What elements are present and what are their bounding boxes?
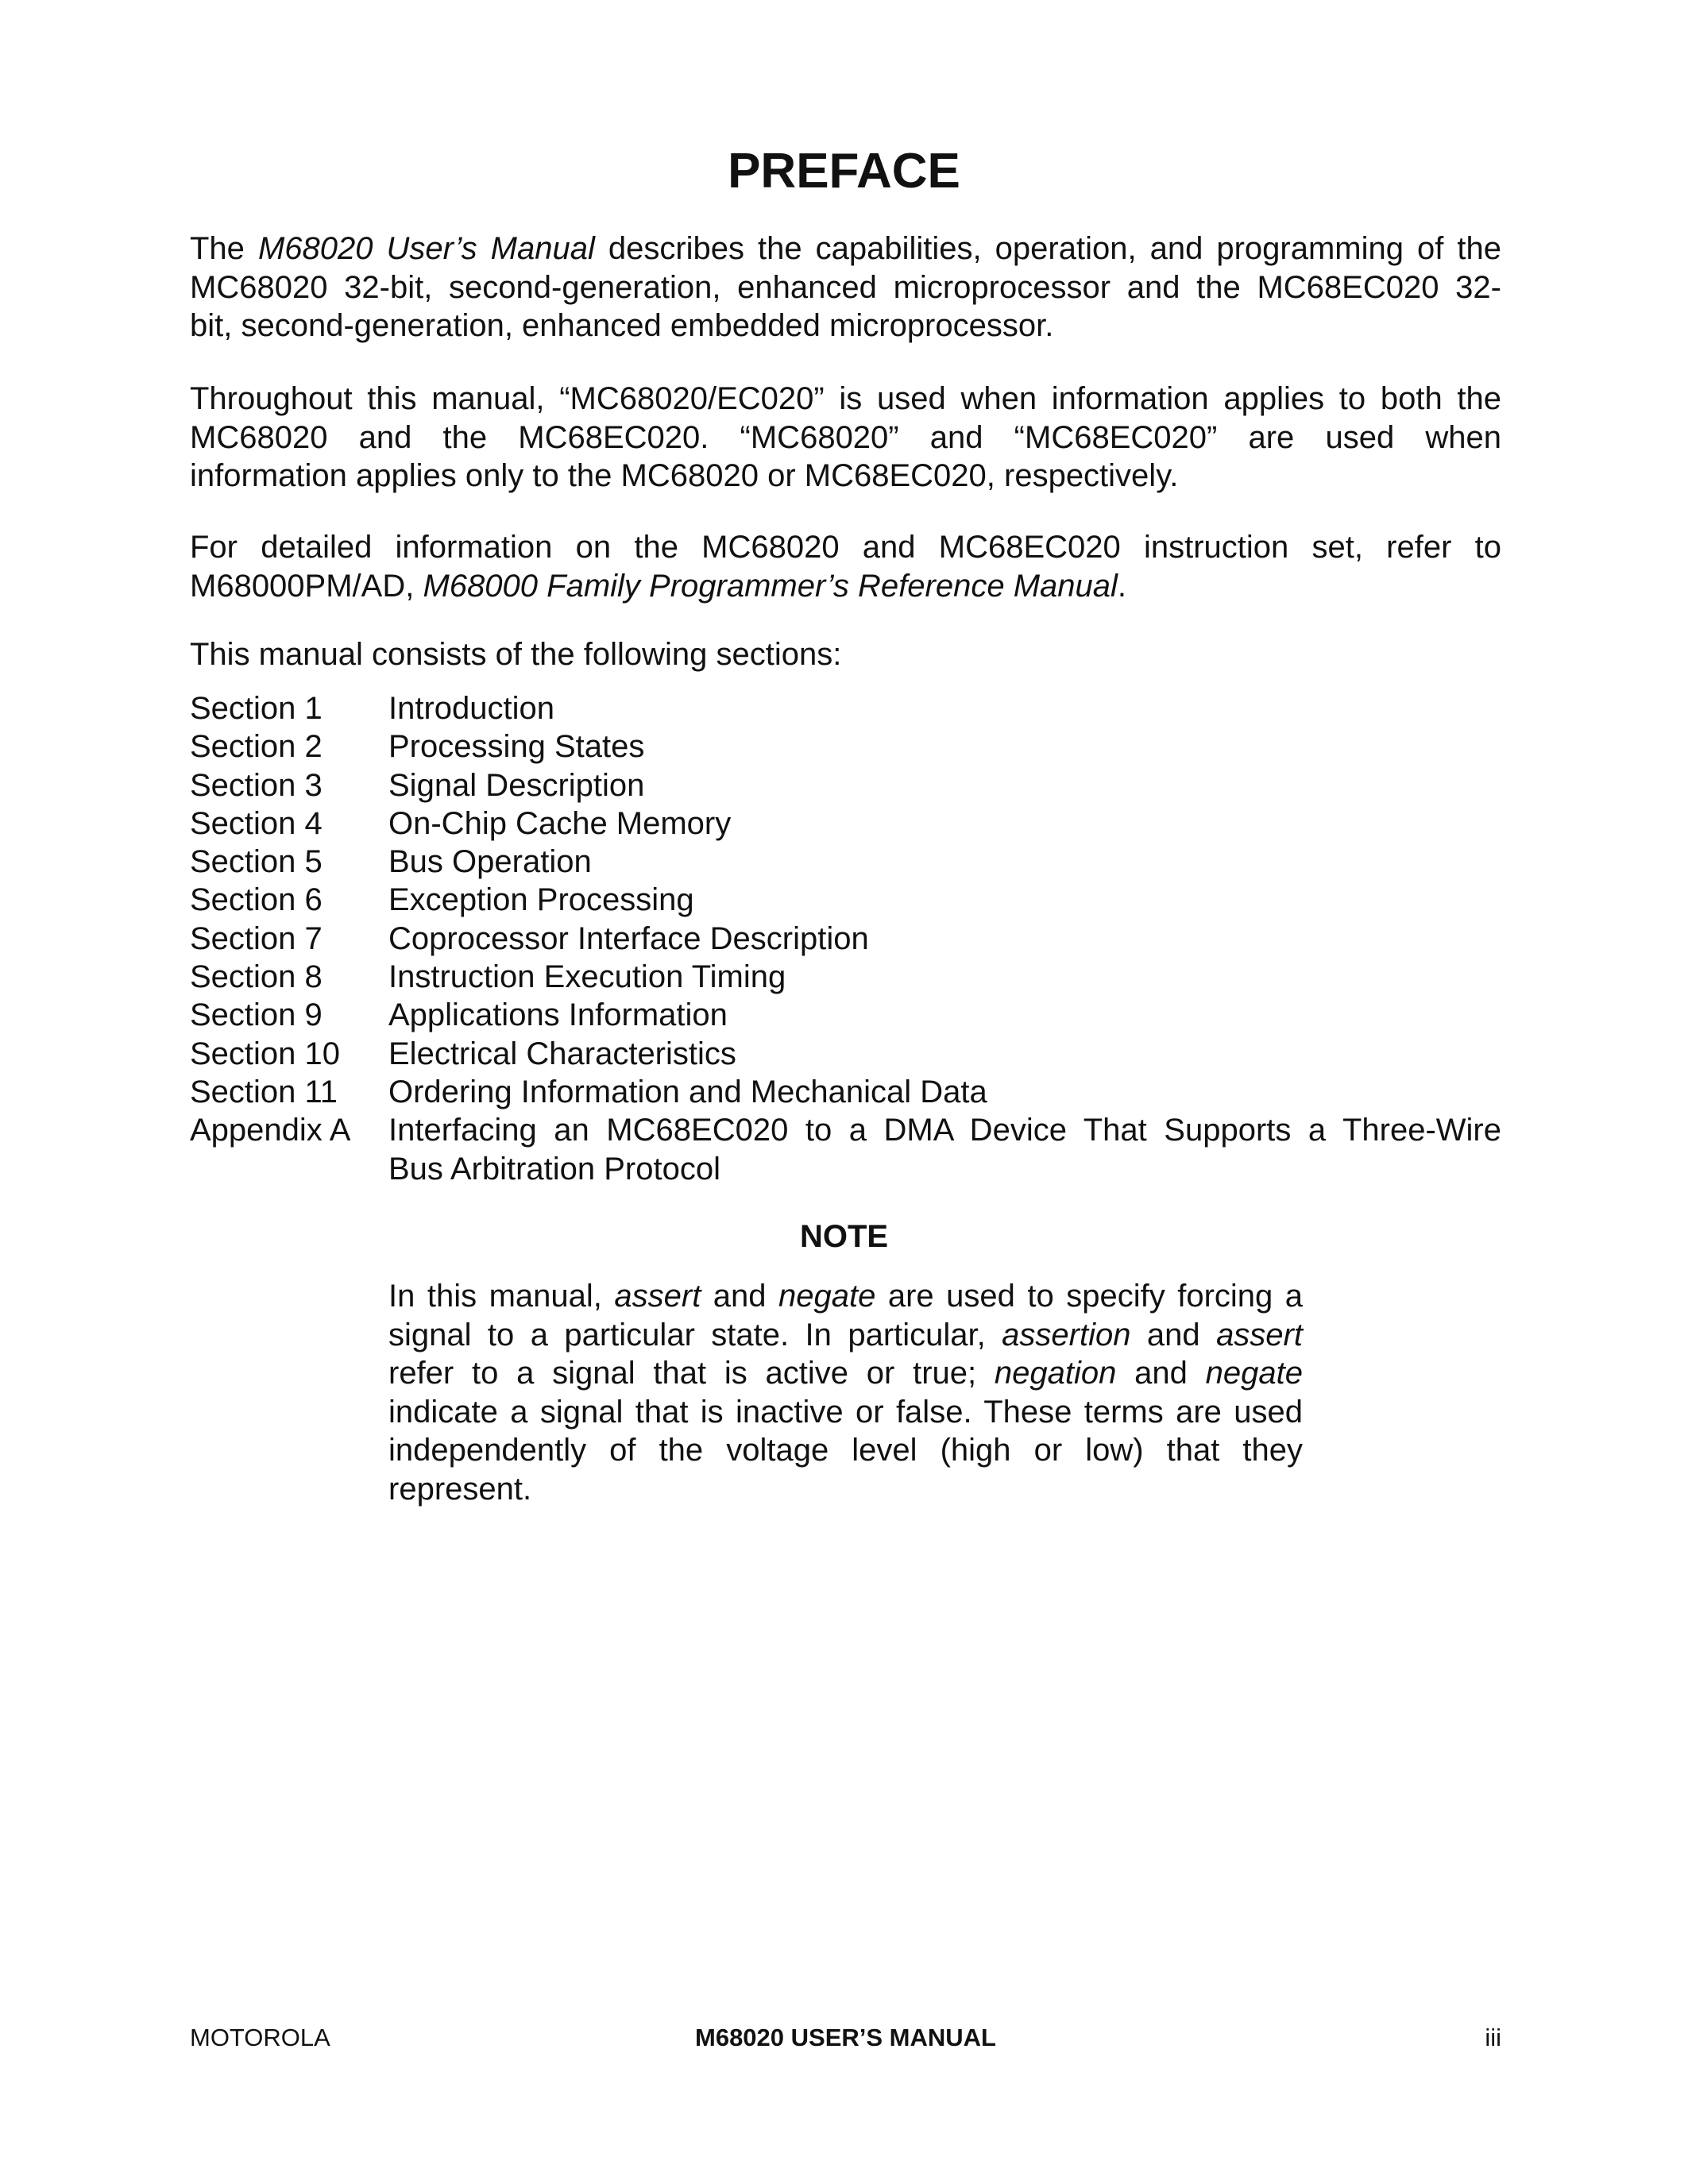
section-entry	[190, 805, 1501, 843]
section-label: Section 5	[190, 844, 323, 880]
section-entry	[190, 958, 1501, 996]
section-title: Introduction	[388, 691, 555, 726]
text-line: For detailed information on the MC68020 and MC68EC020 instruction set, refer to	[190, 530, 1501, 565]
section-title: Instruction Execution Timing	[388, 959, 786, 995]
footer-company: MOTOROLA	[190, 2024, 330, 2051]
paragraph-reference: For detailed information on the MC68020 and MC68EC020 instruction set, refer to M68000PM/AD, M68000 Family Programmer’s Reference Manual.	[190, 530, 1501, 604]
section-label: Appendix A	[190, 1113, 351, 1148]
text-line: The M68020 User’s Manual describes the capabilities, operation, and programming of the	[190, 231, 1501, 266]
sections-intro: This manual consists of the following sections:	[190, 637, 842, 672]
paragraph-intro	[190, 230, 1501, 345]
footer-manual-title: M68020 USER’S MANUAL	[695, 2024, 996, 2051]
text-line: MC68020 32-bit, second-generation, enhanced microprocessor and the MC68EC020 32-	[190, 269, 1501, 305]
section-entry	[190, 881, 1501, 919]
section-title: Applications Information	[388, 997, 728, 1033]
page-title: PREFACE	[728, 144, 960, 199]
section-title: Processing States	[388, 729, 645, 765]
sections-list	[190, 689, 1501, 1188]
section-label: Section 3	[190, 767, 323, 803]
text-line: bit, second-generation, enhanced embedded microprocessor.	[190, 308, 1054, 343]
section-label: Section 7	[190, 920, 323, 956]
section-title: Coprocessor Interface Description	[388, 920, 869, 956]
section-title: Ordering Information and Mechanical Data	[388, 1074, 987, 1109]
section-entry	[190, 996, 1501, 1034]
text-line: MC68020 and the MC68EC020. “MC68020” and “MC68EC020” are used when	[190, 419, 1501, 455]
note-heading: NOTE	[799, 1219, 889, 1254]
section-label: Section 9	[190, 997, 323, 1033]
text-line: Throughout this manual, “MC68020/EC020” is used when information applies to both the	[190, 381, 1501, 416]
text-line: information applies only to the MC68020 or MC68EC020, respectively.	[190, 458, 1179, 493]
section-title: Signal Description	[388, 767, 645, 803]
reference-manual-title: M68000 Family Programmer’s Reference Manual	[423, 568, 1118, 604]
section-label: Section 2	[190, 729, 323, 765]
section-entry	[190, 1035, 1501, 1073]
section-title: Bus Arbitration Protocol	[388, 1151, 720, 1187]
section-entry	[190, 727, 1501, 766]
section-label: Section 8	[190, 959, 323, 995]
section-label: Section 4	[190, 805, 323, 841]
section-label: Section 6	[190, 882, 323, 918]
section-entry-continued	[190, 1150, 1501, 1188]
section-label: Section 10	[190, 1036, 341, 1071]
section-entry	[190, 1073, 1501, 1111]
section-label: Section 11	[190, 1074, 338, 1109]
note-body: In this manual, assert and negate are used to specify forcing a signal to a particular state. In particular, assertion and assert refer to a signal that is active or true; negation and negate indicate a signal that is inactive or false. These terms are used independently of the voltage level (high or low) that they represent.	[388, 1279, 1304, 1507]
section-entry	[190, 843, 1501, 881]
section-title: On-Chip Cache Memory	[388, 805, 732, 841]
section-entry	[190, 1111, 1501, 1149]
section-title: Interfacing an MC68EC020 to a DMA Device That Supports a Three-Wire	[388, 1113, 1501, 1148]
section-entry	[190, 920, 1501, 958]
section-label: Section 1	[190, 691, 323, 726]
section-entry	[190, 766, 1501, 805]
page-number: iii	[1485, 2024, 1501, 2051]
section-entry	[190, 689, 1501, 727]
section-title: Bus Operation	[388, 844, 592, 880]
section-title: Exception Processing	[388, 882, 694, 918]
section-title: Electrical Characteristics	[388, 1036, 736, 1071]
paragraph-naming	[190, 380, 1501, 496]
